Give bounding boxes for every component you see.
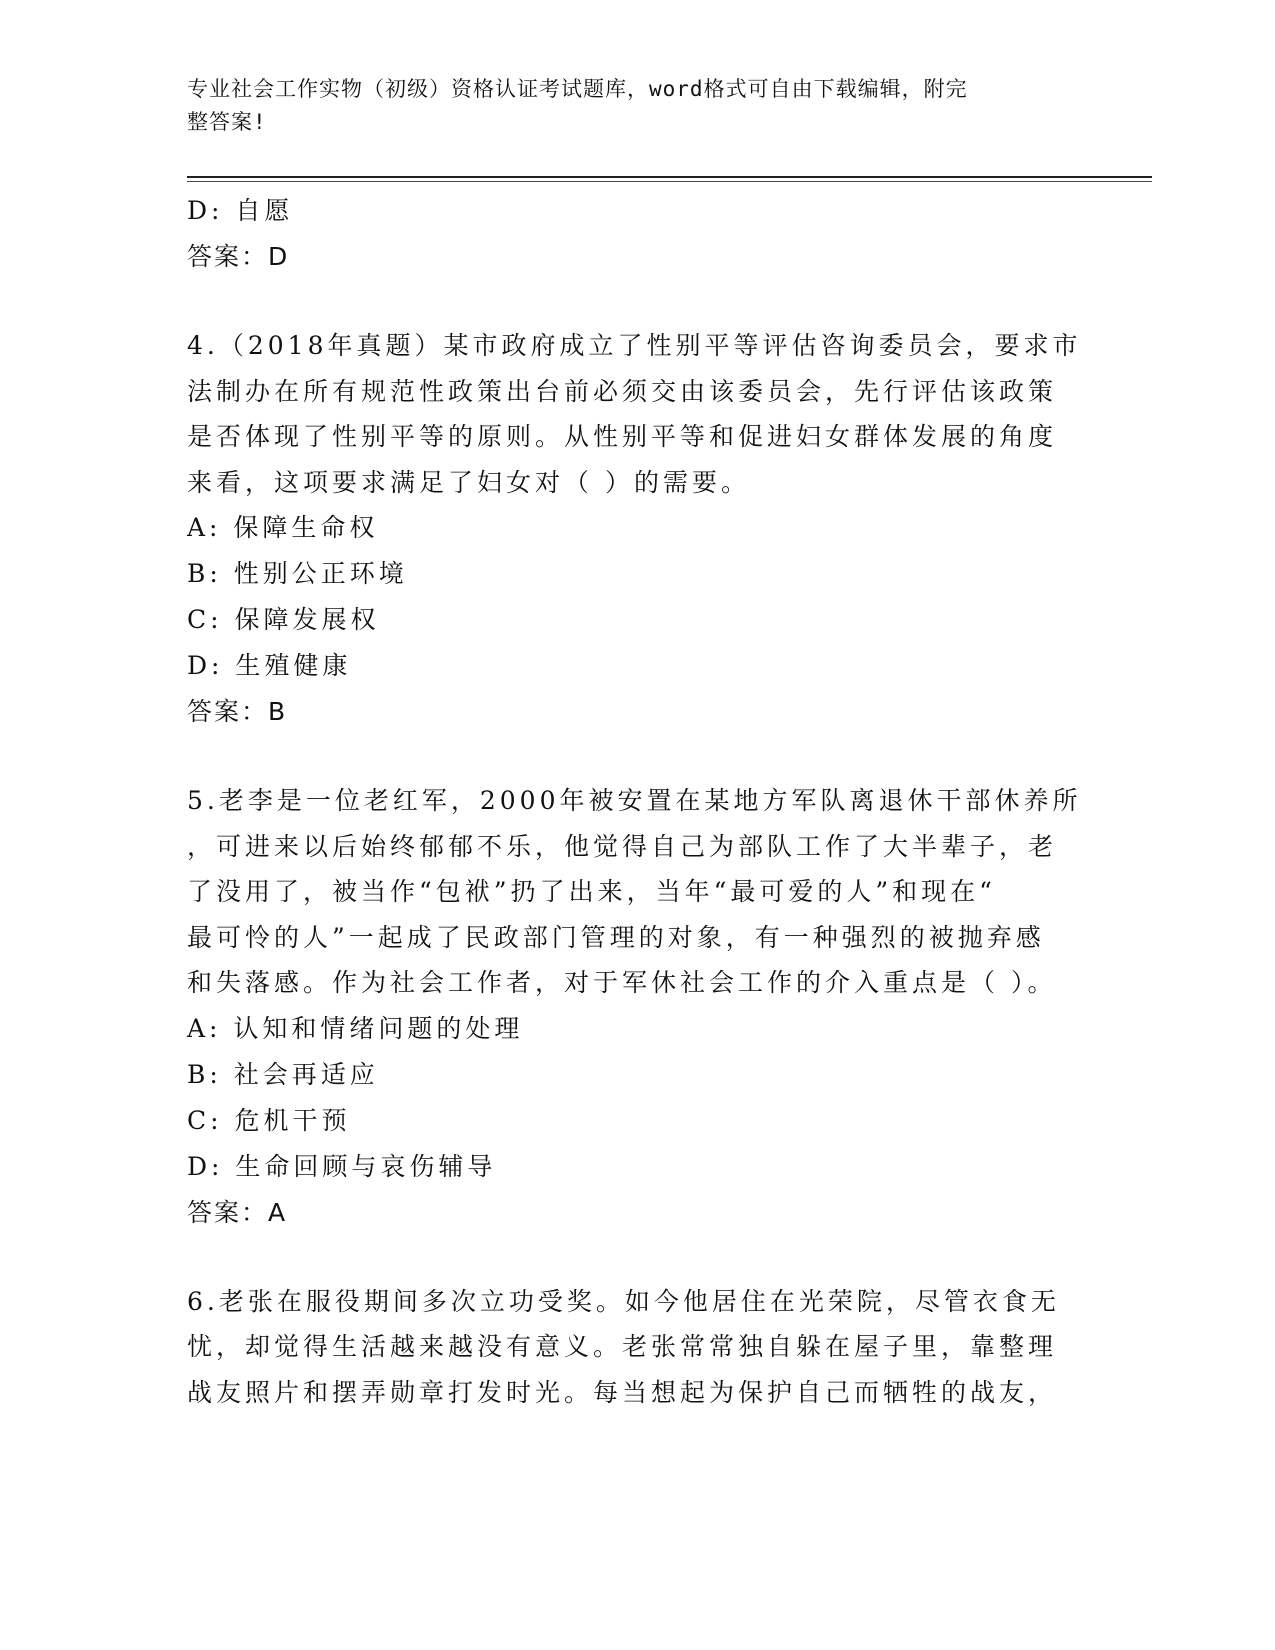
question-5-line: 最可怜的人”一起成了民政部门管理的对象，有一种强烈的被抛弃感	[187, 922, 1045, 952]
spacer	[187, 1236, 1067, 1279]
spacer	[187, 280, 1067, 323]
header-divider-thin	[187, 181, 1152, 182]
question-6-stem	[187, 1279, 1067, 1416]
question-5-stem	[187, 778, 1082, 1006]
question-5-answer: 答案：A	[187, 1197, 288, 1227]
option-d: D: 自愿	[187, 196, 294, 225]
question-5-option-d: D: 生命回顾与哀伤辅导	[187, 1151, 497, 1181]
document-body	[187, 188, 1082, 1415]
question-5-line: ，可进来以后始终郁郁不乐，他觉得自己为部队工作了大半辈子，老	[187, 831, 1058, 861]
question-4-stem	[187, 323, 1082, 505]
answer-label: 答案：D	[187, 242, 290, 271]
question-6-line: 战友照片和摆弄勋章打发时光。每当想起为保护自己而牺牲的战友，	[187, 1377, 1058, 1407]
document-header	[187, 73, 1067, 139]
question-4-line: 法制办在所有规范性政策出台前必须交由该委员会，先行评估该政策	[187, 376, 1058, 406]
question-5-option-a: A: 认知和情绪问题的处理	[187, 1013, 524, 1043]
question-5-line: 5.老李是一位老红军，2000年被安置在某地方军队离退休干部休养所	[187, 786, 1082, 815]
question-4-line: 是否体现了性别平等的原则。从性别平等和促进妇女群体发展的角度	[187, 422, 1058, 451]
question-5-option-c: C: 危机干预	[187, 1105, 351, 1135]
question-5-option-b: B: 社会再适应	[187, 1059, 379, 1089]
question-4-line: 来看，这项要求满足了妇女对（ ）的需要。	[187, 467, 750, 497]
question-4-option-b: B: 性别公正环境	[187, 559, 408, 588]
question-4-option-c: C: 保障发展权	[187, 605, 380, 634]
question-6-line: 忧，却觉得生活越来越没有意义。老张常常独自躲在屋子里，靠整理	[187, 1332, 1058, 1361]
question-4-answer: 答案：B	[187, 697, 288, 726]
question-4-option-a: A: 保障生命权	[187, 513, 379, 542]
question-6-line: 6.老张在服役期间多次立功受奖。如今他居住在光荣院，尽管衣食无	[187, 1286, 1060, 1316]
spacer	[187, 735, 1067, 778]
question-5-line: 和失落感。作为社会工作者，对于军休社会工作的介入重点是（ ）。	[187, 968, 1057, 997]
header-divider-thick	[187, 176, 1152, 178]
header-line-1: 专业社会工作实物（初级）资格认证考试题库，word格式可自由下载编辑，附完	[187, 77, 968, 101]
question-4-line: 4.（2018年真题）某市政府成立了性别平等评估咨询委员会，要求市	[187, 331, 1082, 360]
header-line-2: 整答案!	[187, 110, 267, 134]
question-4-option-d: D: 生殖健康	[187, 651, 352, 680]
question-5-line: 了没用了，被当作“包袱”扔了出来，当年“最可爱的人”和现在“	[187, 877, 996, 906]
